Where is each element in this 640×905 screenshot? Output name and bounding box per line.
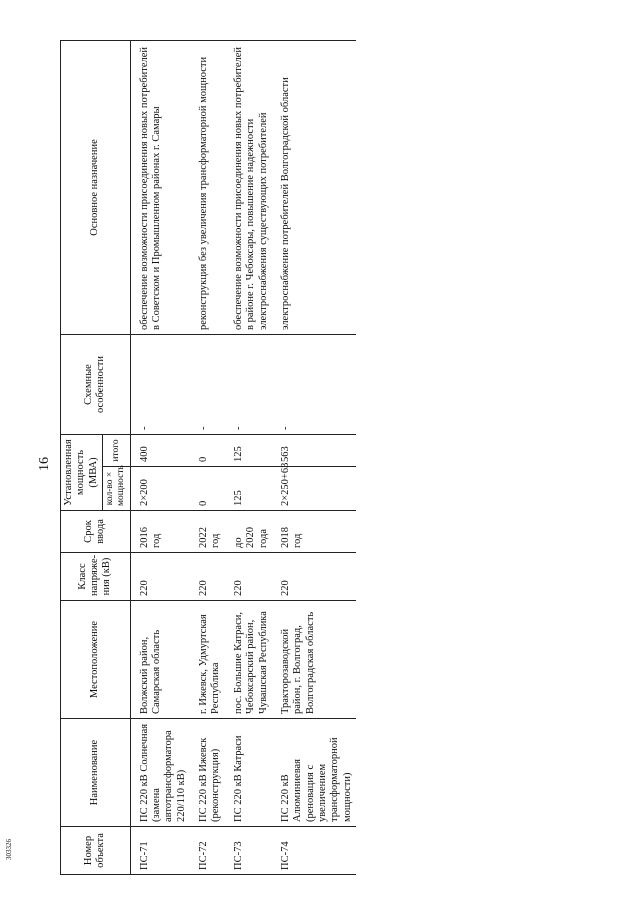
purpose-cell: обеспечение возможности присоединения новых потребителей в Советском и Промышленном районах г. Самары bbox=[130, 41, 190, 335]
scheme-features-cell: - bbox=[272, 335, 356, 435]
table-row bbox=[225, 41, 272, 875]
location-cell: Волжский район, Самарская область bbox=[130, 601, 190, 719]
location-cell: Тракторозаводской район, г. Волгоград, Волгоградская область bbox=[272, 601, 356, 719]
total-power-cell: 563 bbox=[272, 435, 356, 467]
object-name-cell: ПС 220 кВ Ижевск (реконструкция) bbox=[190, 719, 225, 827]
total-power-cell: 0 bbox=[190, 435, 225, 467]
count-power-cell: 2×200 bbox=[130, 467, 190, 511]
voltage-class-cell: 220 bbox=[272, 553, 356, 601]
header-total: итого bbox=[103, 435, 130, 467]
purpose-cell: электроснабжение потребителей Волгоградской области bbox=[272, 41, 356, 335]
header-purpose: Основное назначение bbox=[61, 41, 131, 335]
purpose-cell: обеспечение возможности присоединения новых потребителей в районе г. Чебоксары, повышение надежности электроснабжения существующих потребителей bbox=[225, 41, 272, 335]
header-name: Наименование bbox=[61, 719, 131, 827]
object-number-cell: ПС-74 bbox=[272, 827, 356, 875]
object-number-cell: ПС-72 bbox=[190, 827, 225, 875]
object-number-cell: ПС-73 bbox=[225, 827, 272, 875]
document-code: 303326 bbox=[5, 839, 13, 860]
scheme-features-cell: - bbox=[190, 335, 225, 435]
purpose-cell: реконструкция без увеличения трансформаторной мощности bbox=[190, 41, 225, 335]
header-voltage-class: Класс напряже-ния (кВ) bbox=[61, 553, 131, 601]
commission-date-cell: 2016 год bbox=[130, 511, 190, 553]
page-number: 16 bbox=[37, 457, 52, 471]
count-power-cell: 0 bbox=[190, 467, 225, 511]
commission-date-cell: 2018 год bbox=[272, 511, 356, 553]
header-location: Местоположение bbox=[61, 601, 131, 719]
total-power-cell: 125 bbox=[225, 435, 272, 467]
header-num: Номер объекта bbox=[61, 827, 131, 875]
voltage-class-cell: 220 bbox=[190, 553, 225, 601]
object-number-cell: ПС-71 bbox=[130, 827, 190, 875]
object-name-cell: ПС 220 кВ Алюминиевая (реновация с увеличением трансформаторной мощности) bbox=[272, 719, 356, 827]
object-name-cell: ПС 220 кВ Солнечная (замена автотрансформатора 220/110 кВ) bbox=[130, 719, 190, 827]
scheme-features-cell: - bbox=[225, 335, 272, 435]
location-cell: г. Ижевск, Удмуртская Республика bbox=[190, 601, 225, 719]
voltage-class-cell: 220 bbox=[225, 553, 272, 601]
commission-date-cell: до 2020 года bbox=[225, 511, 272, 553]
commission-date-cell: 2022 год bbox=[190, 511, 225, 553]
table-row bbox=[130, 41, 190, 875]
table-row bbox=[272, 41, 356, 875]
location-cell: пос. Большие Катраси, Чебоксарский район, Чувашская Республика bbox=[225, 601, 272, 719]
header-count-power: кол-во × мощность bbox=[103, 467, 130, 511]
total-power-cell: 400 bbox=[130, 435, 190, 467]
rotated-table-container bbox=[60, 40, 580, 875]
scheme-features-cell: - bbox=[130, 335, 190, 435]
header-commission-date: Срок ввода bbox=[61, 511, 131, 553]
header-installed-power: Установленная мощность (МВА) bbox=[61, 435, 103, 511]
table-row bbox=[190, 41, 225, 875]
substation-table bbox=[60, 40, 356, 875]
header-scheme-features: Схемные особенности bbox=[61, 335, 131, 435]
count-power-cell: 2×250+63 bbox=[272, 467, 356, 511]
count-power-cell: 125 bbox=[225, 467, 272, 511]
voltage-class-cell: 220 bbox=[130, 553, 190, 601]
object-name-cell: ПС 220 кВ Катраси bbox=[225, 719, 272, 827]
